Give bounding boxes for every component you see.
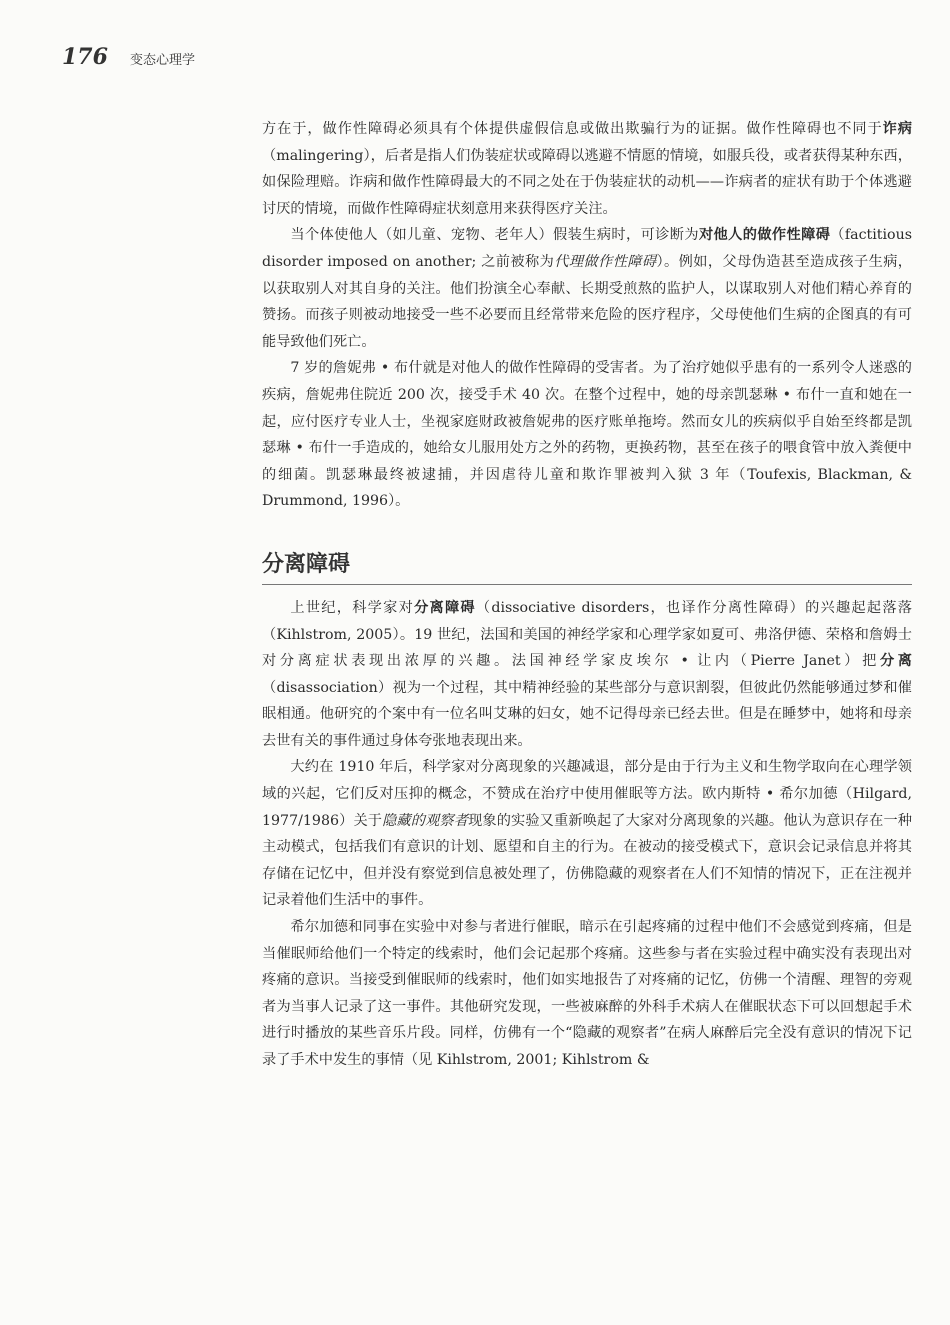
text-run: （dissociative disorders，也译作分离性障碍）的兴趣起起落落（Kihlstrom, 2005）。19 世纪，法国和美国的神经学家和心理学家如夏可、弗洛伊德、荣格和詹姆士对分离症状表现出浓厚的兴趣。法国神经学家皮埃尔 • 让内（Pierre Janet）把 (262, 599, 912, 670)
text-run: 希尔加德和同事在实验中对参与者进行催眠，暗示在引起疼痛的过程中他们不会感觉到疼痛，但是当催眠师给他们一个特定的线索时，他们会记起那个疼痛。这些参与者在实验过程中确实没有表现出对疼痛的意识。当接受到催眠师的线索时，他们如实地报告了对疼痛的记忆，仿佛一个清醒、理智的旁观者为当事人记录了这一事件。其他研究发现，一些被麻醉的外科手术病人在催眠状态下可以回想起手术进行时播放的某些音乐片段。同样，仿佛有一个“隐藏的观察者”在病人麻醉后完全没有意识的情况下记录了手术中发生的事情（见 Kihlstrom, 2001; Kihlstrom & (262, 919, 912, 1068)
section (262, 550, 912, 585)
bold-term: 对他人的做作性障碍 (698, 227, 831, 244)
page-header (62, 44, 195, 70)
section-heading: 分离障碍 (262, 550, 912, 585)
paragraph (262, 754, 912, 914)
page-body (262, 116, 912, 1074)
italic-term: 隐藏的观察者 (382, 812, 469, 829)
paragraphs-top (262, 116, 912, 515)
text-run: 现象的实验又重新唤起了大家对分离现象的兴趣。他认为意识存在一种主动模式，包括我们有意识的计划、愿望和自主的行为。在被动的接受模式下，意识会记录信息并将其存储在记忆中，但并没有察觉到信息被处理了，仿佛隐藏的观察者在人们不知情的情况下，正在注视并记录着他们生活中的事件。 (262, 812, 912, 909)
paragraph (262, 914, 912, 1074)
text-run: 大约在 1910 年后，科学家对分离现象的兴趣减退，部分是由于行为主义和生物学取向在心理学领域的兴起，它们反对压抑的概念，不赞成在治疗中使用催眠等方法。欧内斯特 • 希尔加德（Hilgard, 1977/1986）关于 (262, 759, 912, 829)
text-run: 上世纪，科学家对 (290, 599, 415, 616)
italic-term: 代理做作性障碍 (554, 253, 657, 270)
text-run: （malingering），后者是指人们伪装症状或障碍以逃避不情愿的情境，如服兵役，或者获得某种东西，如保险理赔。诈病和做作性障碍最大的不同之处在于伪装症状的动机——诈病者的症状有助于个体逃避讨厌的情境，而做作性障碍症状刻意用来获得医疗关注。 (262, 147, 912, 217)
text-run: ）。例如，父母伪造甚至造成孩子生病，以获取别人对其自身的关注。他们扮演全心奉献、长期受煎熬的监护人，以谋取别人对他们精心养育的赞扬。而孩子则被动地接受一些不必要而且经常带来危险的医疗程序，父母使他们生病的企图真的有可能导致他们死亡。 (262, 253, 912, 350)
bold-term: 分离 (879, 653, 912, 670)
bold-term: 诈病 (882, 121, 912, 137)
text-run: 7 岁的詹妮弗 • 布什就是对他人的做作性障碍的受害者。为了治疗她似乎患有的一系列令人迷惑的疾病，詹妮弗住院近 200 次，接受手术 40 次。在整个过程中，她的母亲凯瑟琳 • 布什一直和她在一起，应付医疗专业人士，坐视家庭财政被詹妮弗的医疗账单拖垮。然而女儿的疾病似乎自始至终都是凯瑟琳 • 布什一手造成的，她给女儿服用处方之外的药物，更换药物，甚至在孩子的喂食管中放入粪便中的细菌。凯瑟琳最终被逮捕，并因虐待儿童和欺诈罪被判入狱 3 年（Toufexis, Blackman, & Drummond, 1996）。 (262, 360, 912, 510)
text-run: （disassociation）视为一个过程，其中精神经验的某些部分与意识割裂，但彼此仍然能够通过梦和催眠相通。他研究的个案中有一位名叫艾琳的妇女，她不记得母亲已经去世。但是在睡梦中，她将和母亲去世有关的事件通过身体夸张地表现出来。 (262, 679, 912, 749)
bold-term: 分离障碍 (414, 599, 476, 616)
running-title: 变态心理学 (129, 53, 195, 68)
text-run: （factitious disorder imposed on another; 之前被称为 (262, 227, 912, 270)
paragraph (262, 595, 912, 755)
text-run: 当个体使他人（如儿童、宠物、老年人）假装生病时，可诊断为 (290, 227, 699, 244)
paragraph (262, 116, 912, 222)
paragraphs-bottom (262, 595, 912, 1074)
paragraph (262, 355, 912, 515)
page-number: 176 (62, 44, 108, 70)
paragraph (262, 222, 912, 355)
text-run: 方在于，做作性障碍必须具有个体提供虚假信息或做出欺骗行为的证据。做作性障碍也不同于 (262, 121, 883, 137)
